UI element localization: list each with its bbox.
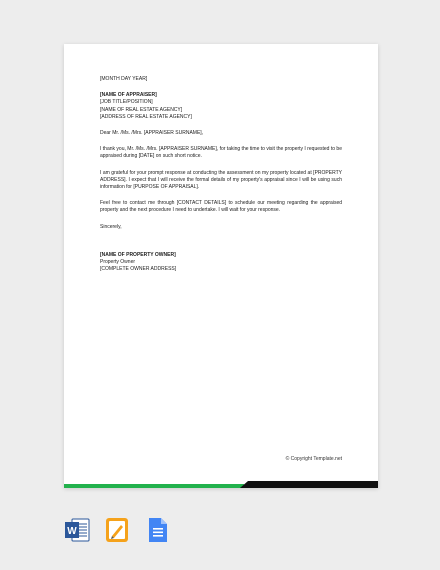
footer-bar-green (64, 484, 244, 488)
word-icon[interactable] (63, 516, 91, 549)
salutation: Dear Mr. /Ms. /Mrs. [APPRAISER SURNAME], (100, 130, 204, 137)
pages-icon[interactable] (103, 516, 131, 549)
sender-role: Property Owner (100, 259, 136, 266)
closing: Sincerely, (100, 223, 122, 230)
paragraph-2: I am grateful for your prompt response at conducting the assessment on my property located at [PROPERTY ADDRESS]. I expect that I will receive the formal details of my property's appraisal since I will be using such information for [PURPOSE OF APPRAISAL]. (100, 169, 342, 191)
paragraph-1: I thank you, Mr. /Ms. /Mrs. [APPRAISER SURNAME], for taking the time to visit the property I requested to be appraised during [DATE] on such short notice. (100, 146, 342, 160)
recipient-address: [ADDRESS OF REAL ESTATE AGENCY] (100, 113, 192, 120)
letter-date: [MONTH DAY YEAR] (100, 76, 148, 82)
copyright-text: © Copyright Template.net (285, 456, 342, 462)
sender-address: [COMPLETE OWNER ADDRESS] (100, 266, 177, 273)
paragraph-3: Feel free to contact me through [CONTACT DETAILS] to schedule our meeting regarding the appraised property and the next procedure I need to undertake. I will wait for your response. (100, 200, 342, 214)
letter-page (64, 44, 378, 488)
recipient-agency: [NAME OF REAL ESTATE AGENCY] (100, 106, 183, 113)
recipient-name: [NAME OF APPRAISER] (100, 92, 157, 99)
google-docs-icon[interactable] (143, 516, 171, 549)
recipient-title: [JOB TITLE/POSITION] (100, 99, 153, 106)
format-icons (63, 516, 173, 544)
footer-bar-black (240, 481, 378, 488)
letter-body (100, 76, 342, 273)
sender-name: [NAME OF PROPERTY OWNER] (100, 251, 176, 258)
word-icon-letter: W (67, 526, 77, 537)
